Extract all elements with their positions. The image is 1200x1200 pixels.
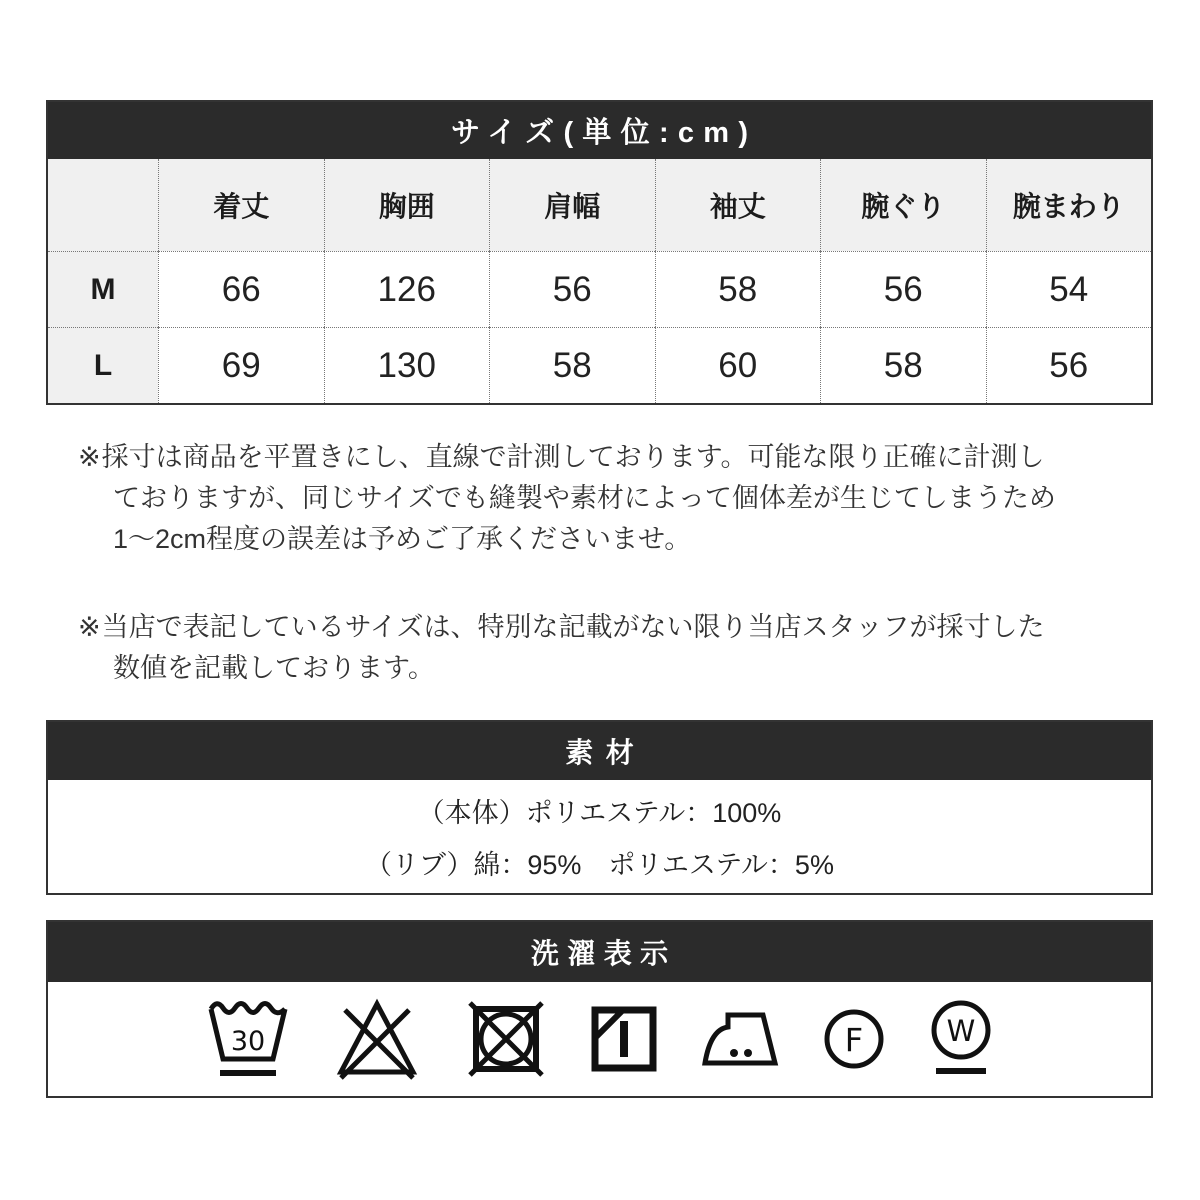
note-line: 1～2cm程度の誤差は予めご了承くださいませ。 bbox=[113, 524, 692, 554]
corner-cell bbox=[48, 159, 158, 251]
size-value: 54 bbox=[986, 251, 1152, 327]
size-value: 58 bbox=[489, 327, 655, 403]
column-header: 腕まわり bbox=[986, 159, 1152, 251]
svg-text:30: 30 bbox=[230, 1026, 265, 1057]
wash-30-mild-icon bbox=[206, 993, 290, 1085]
size-value: 130 bbox=[324, 327, 490, 403]
note-line bbox=[78, 607, 1148, 648]
note-line bbox=[78, 437, 1148, 478]
material-title-bar bbox=[48, 722, 1151, 780]
do-not-tumble-dry-icon bbox=[464, 999, 548, 1079]
size-value: 126 bbox=[324, 251, 490, 327]
wet-clean-mild-icon bbox=[928, 999, 994, 1079]
column-header: 胸囲 bbox=[324, 159, 490, 251]
iron-medium-icon bbox=[700, 1009, 780, 1069]
size-title-bar bbox=[48, 102, 1151, 159]
size-value: 56 bbox=[489, 251, 655, 327]
laundry-title: 洗濯表示 bbox=[530, 938, 677, 969]
size-value: 66 bbox=[158, 251, 324, 327]
material-title: 素材 bbox=[565, 737, 647, 768]
note-line: ておりますが、同じサイズでも縫製や素材によって個体差が生じてしまうため bbox=[113, 483, 1056, 513]
line-dry-in-shade-icon bbox=[591, 1006, 657, 1072]
column-header: 袖丈 bbox=[655, 159, 821, 251]
laundry-title-bar bbox=[48, 922, 1151, 982]
size-value: 56 bbox=[986, 327, 1152, 403]
column-header: 腕ぐり bbox=[820, 159, 986, 251]
size-label: L bbox=[48, 327, 158, 403]
material-section bbox=[46, 720, 1153, 895]
column-header: 着丈 bbox=[158, 159, 324, 251]
size-value: 58 bbox=[655, 251, 821, 327]
svg-text:W: W bbox=[946, 1014, 975, 1048]
note-line: 数値を記載しております。 bbox=[113, 653, 435, 683]
laundry-icons-row bbox=[48, 982, 1151, 1096]
size-value: 60 bbox=[655, 327, 821, 403]
size-value: 69 bbox=[158, 327, 324, 403]
material-body bbox=[48, 780, 1151, 893]
size-table-section bbox=[46, 100, 1153, 405]
size-label: M bbox=[48, 251, 158, 327]
size-table bbox=[48, 159, 1151, 403]
size-title: サイズ(単位:cm) bbox=[450, 117, 758, 149]
staff-measured-note bbox=[78, 607, 1148, 689]
svg-text:F: F bbox=[844, 1021, 863, 1059]
column-header: 肩幅 bbox=[489, 159, 655, 251]
measurement-note bbox=[78, 437, 1148, 560]
note-text: 当店で表記しているサイズは、特別な記載がない限り当店スタッフが採寸した bbox=[101, 612, 1045, 642]
note-text: 採寸は商品を平置きにし、直線で計測しております。可能な限り正確に計測し bbox=[101, 442, 1045, 472]
dry-clean-f-icon bbox=[823, 1008, 885, 1070]
do-not-bleach-icon bbox=[333, 996, 421, 1082]
note-marker: ※ bbox=[78, 612, 101, 642]
note-marker: ※ bbox=[78, 442, 101, 472]
material-line: （本体）ポリエステル：100% bbox=[417, 798, 782, 828]
size-value: 56 bbox=[820, 251, 986, 327]
laundry-section bbox=[46, 920, 1153, 1098]
material-line: （リブ）綿：95% ポリエステル：5% bbox=[365, 850, 834, 880]
size-value: 58 bbox=[820, 327, 986, 403]
